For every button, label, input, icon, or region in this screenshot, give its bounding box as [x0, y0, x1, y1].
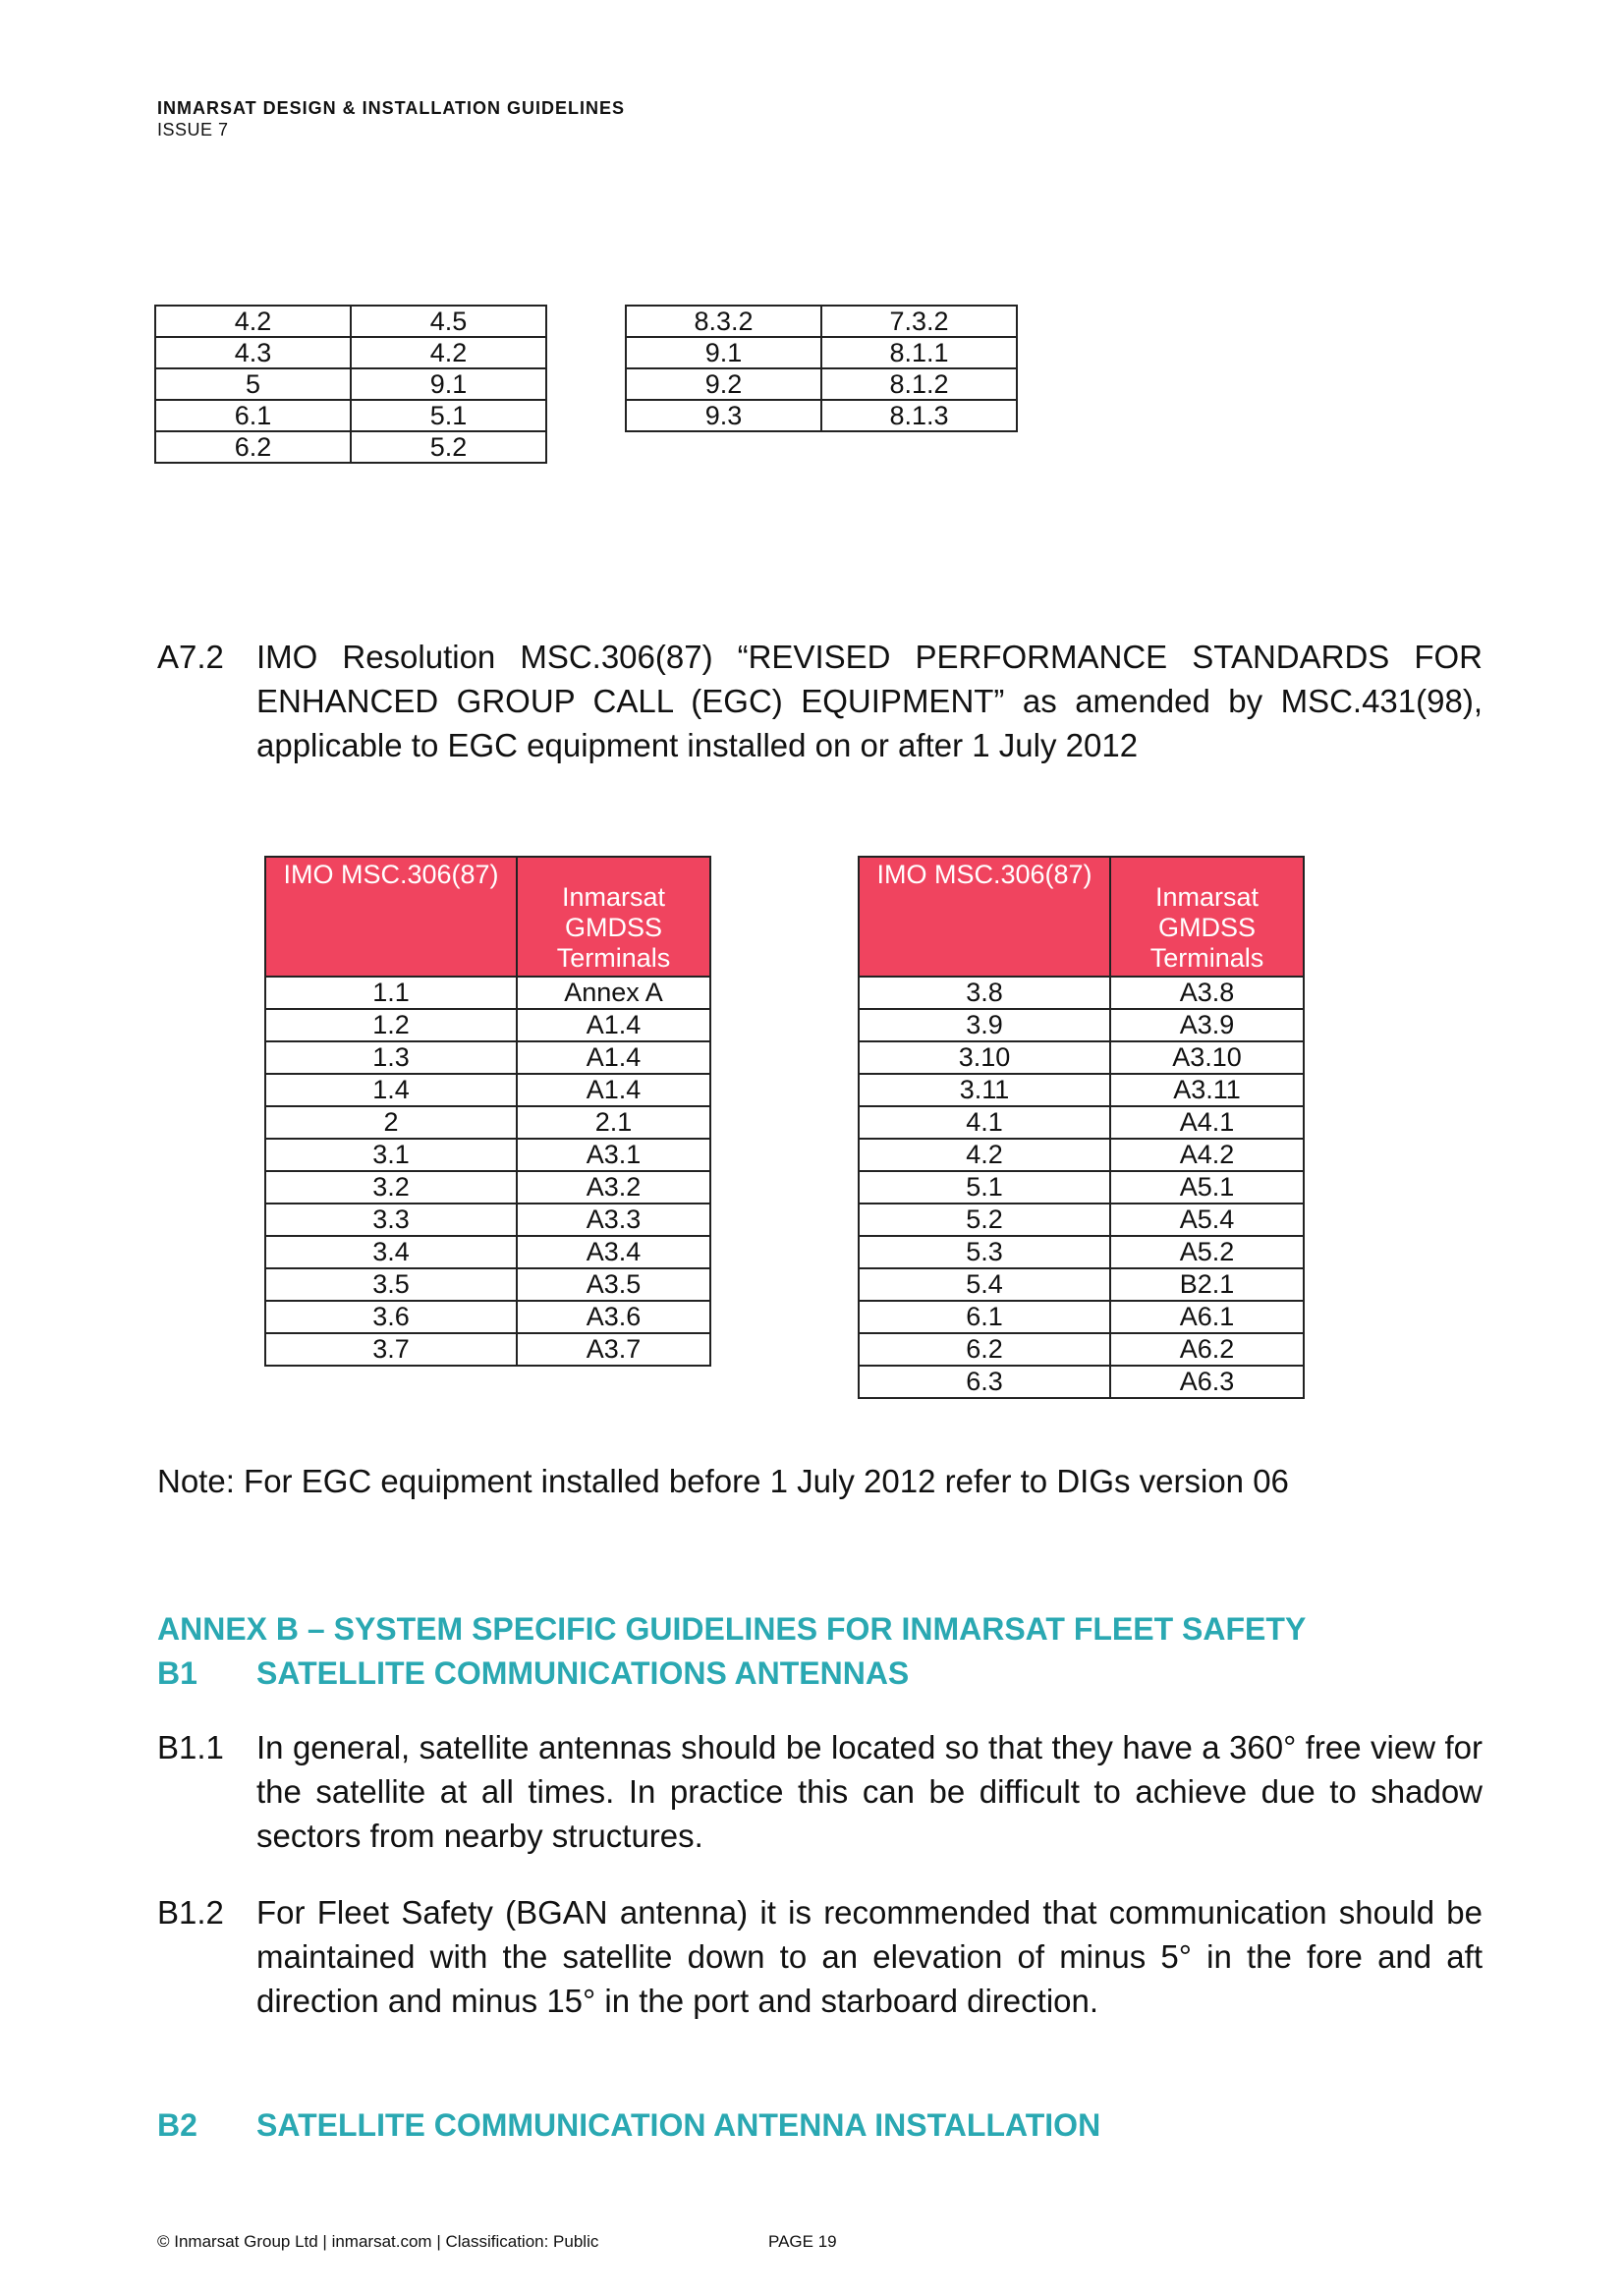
table-row [859, 1074, 1304, 1106]
table-cell-mapped: B2.1 [1110, 1268, 1304, 1301]
b12-number: B1.2 [157, 1894, 224, 1931]
table-cell-mapped: A1.4 [517, 1074, 710, 1106]
table-cell-ref: 1.4 [265, 1074, 517, 1106]
table-cell-mapped: 4.2 [351, 337, 546, 368]
table-cell-ref: 6.1 [859, 1301, 1110, 1333]
table-row [155, 400, 546, 431]
table-cell-ref: 1.3 [265, 1041, 517, 1074]
table-cell-mapped: A3.6 [517, 1301, 710, 1333]
table-cell-mapped: A3.4 [517, 1236, 710, 1268]
table-row [859, 1139, 1304, 1171]
table-cell-ref: 4.2 [155, 306, 351, 337]
table-cell-ref: 4.2 [859, 1139, 1110, 1171]
table-cell-mapped: A3.1 [517, 1139, 710, 1171]
table-row [626, 368, 1017, 400]
table-cell-ref: 3.1 [265, 1139, 517, 1171]
table-cell-mapped: A3.3 [517, 1204, 710, 1236]
column-header-inmarsat: Inmarsat GMDSS Terminals [517, 857, 710, 977]
table-cell-ref: 4.1 [859, 1106, 1110, 1139]
table-cell-mapped: A5.4 [1110, 1204, 1304, 1236]
table-row [265, 1204, 710, 1236]
b1-title: SATELLITE COMMUNICATIONS ANTENNAS [256, 1655, 910, 1691]
table-cell-mapped: 2.1 [517, 1106, 710, 1139]
table-cell-ref: 5.4 [859, 1268, 1110, 1301]
table-row [155, 431, 546, 463]
table-cell-mapped: A3.9 [1110, 1009, 1304, 1041]
table-cell-mapped: 7.3.2 [821, 306, 1017, 337]
table-cell-mapped: A5.1 [1110, 1171, 1304, 1204]
table-row [859, 1106, 1304, 1139]
table-row [626, 306, 1017, 337]
table-cell-ref: 6.3 [859, 1366, 1110, 1398]
table-cell-ref: 9.3 [626, 400, 821, 431]
document-issue: ISSUE 7 [157, 120, 229, 140]
egc-right-table [858, 856, 1305, 1399]
table-row [265, 1171, 710, 1204]
table-row [265, 1009, 710, 1041]
table-row [265, 977, 710, 1009]
table-row [859, 977, 1304, 1009]
table-cell-mapped: 8.1.2 [821, 368, 1017, 400]
table-cell-mapped: A3.8 [1110, 977, 1304, 1009]
b11-text: In general, satellite antennas should be located so that they have a 360° free view for the satellite at all times. In practice this can be difficult to achieve due to shadow sectors from nearby structures. [256, 1729, 1483, 1854]
annex-b-title: ANNEX B – SYSTEM SPECIFIC GUIDELINES FOR INMARSAT FLEET SAFETY [157, 1611, 1307, 1647]
table-cell-mapped: A6.1 [1110, 1301, 1304, 1333]
table-cell-ref: 8.3.2 [626, 306, 821, 337]
table-row [859, 1009, 1304, 1041]
table-cell-mapped: A5.2 [1110, 1236, 1304, 1268]
table-cell-mapped: 5.2 [351, 431, 546, 463]
table-header-row [265, 857, 710, 977]
column-header-imo: IMO MSC.306(87) [859, 857, 1110, 977]
table-cell-ref: 5.1 [859, 1171, 1110, 1204]
table-cell-ref: 6.2 [859, 1333, 1110, 1366]
table-cell-ref: 5.2 [859, 1204, 1110, 1236]
table-cell-mapped: A1.4 [517, 1041, 710, 1074]
table-row [626, 400, 1017, 431]
table-row [265, 1301, 710, 1333]
table-cell-ref: 2 [265, 1106, 517, 1139]
table-cell-mapped: 9.1 [351, 368, 546, 400]
table-cell-mapped: 5.1 [351, 400, 546, 431]
table-cell-mapped: A6.3 [1110, 1366, 1304, 1398]
table-row [859, 1204, 1304, 1236]
table-cell-mapped: A4.2 [1110, 1139, 1304, 1171]
footer-copyright: © Inmarsat Group Ltd | inmarsat.com | Classification: Public [157, 2232, 599, 2251]
table-cell-ref: 3.3 [265, 1204, 517, 1236]
column-header-imo: IMO MSC.306(87) [265, 857, 517, 977]
table-row [859, 1366, 1304, 1398]
table-row [265, 1106, 710, 1139]
table-row [859, 1301, 1304, 1333]
section-a72-number: A7.2 [157, 639, 224, 675]
table-row [265, 1268, 710, 1301]
document-header-title: INMARSAT DESIGN & INSTALLATION GUIDELINES [157, 98, 625, 118]
egc-left-table [264, 856, 711, 1367]
table-cell-ref: 6.2 [155, 431, 351, 463]
section-a72-text: IMO Resolution MSC.306(87) “REVISED PERFORMANCE STANDARDS FOR ENHANCED GROUP CALL (EGC) EQUIPMENT” as amended by MSC.431(98), applicable to EGC equipment installed on or after 1 July 2012 [256, 639, 1483, 763]
table-row [265, 1074, 710, 1106]
table-cell-ref: 1.2 [265, 1009, 517, 1041]
table-cell-ref: 3.2 [265, 1171, 517, 1204]
table-header-row [859, 857, 1304, 977]
table-cell-ref: 3.8 [859, 977, 1110, 1009]
table-row [859, 1041, 1304, 1074]
table-row [859, 1171, 1304, 1204]
table-row [265, 1236, 710, 1268]
b12-text: For Fleet Safety (BGAN antenna) it is recommended that communication should be maintained with the satellite down to an elevation of minus 5° in the fore and aft direction and minus 15° in the port and starboard direction. [256, 1894, 1483, 2019]
egc-note: Note: For EGC equipment installed before 1 July 2012 refer to DIGs version 06 [157, 1463, 1289, 1499]
table-cell-mapped: A1.4 [517, 1009, 710, 1041]
b11-number: B1.1 [157, 1729, 224, 1765]
table-cell-mapped: 4.5 [351, 306, 546, 337]
table-row [626, 337, 1017, 368]
column-header-inmarsat: Inmarsat GMDSS Terminals [1110, 857, 1304, 977]
table-cell-mapped: A3.11 [1110, 1074, 1304, 1106]
table-row [155, 306, 546, 337]
table-cell-ref: 3.11 [859, 1074, 1110, 1106]
b2-title: SATELLITE COMMUNICATION ANTENNA INSTALLATION [256, 2107, 1101, 2143]
table-row [265, 1333, 710, 1366]
table-cell-mapped: A3.7 [517, 1333, 710, 1366]
table-cell-ref: 9.2 [626, 368, 821, 400]
table-cell-mapped: 8.1.1 [821, 337, 1017, 368]
table-cell-ref: 1.1 [265, 977, 517, 1009]
table-cell-mapped: A3.5 [517, 1268, 710, 1301]
table-cell-mapped: A3.10 [1110, 1041, 1304, 1074]
table-cell-ref: 5.3 [859, 1236, 1110, 1268]
table-cell-mapped: A4.1 [1110, 1106, 1304, 1139]
table-cell-ref: 3.6 [265, 1301, 517, 1333]
footer-page-number: PAGE 19 [768, 2232, 837, 2251]
table-row [155, 368, 546, 400]
table-cell-ref: 3.10 [859, 1041, 1110, 1074]
table-cell-mapped: Annex A [517, 977, 710, 1009]
table-cell-ref: 9.1 [626, 337, 821, 368]
top-left-table [154, 305, 547, 464]
table-cell-ref: 3.5 [265, 1268, 517, 1301]
table-cell-mapped: 8.1.3 [821, 400, 1017, 431]
table-cell-ref: 3.4 [265, 1236, 517, 1268]
table-row [265, 1041, 710, 1074]
table-cell-ref: 6.1 [155, 400, 351, 431]
table-row [859, 1333, 1304, 1366]
table-cell-ref: 4.3 [155, 337, 351, 368]
table-row [859, 1268, 1304, 1301]
table-row [155, 337, 546, 368]
table-cell-ref: 3.7 [265, 1333, 517, 1366]
table-cell-mapped: A6.2 [1110, 1333, 1304, 1366]
b2-number: B2 [157, 2107, 197, 2143]
table-cell-ref: 3.9 [859, 1009, 1110, 1041]
table-row [859, 1236, 1304, 1268]
top-right-table [625, 305, 1018, 432]
table-row [265, 1139, 710, 1171]
table-cell-mapped: A3.2 [517, 1171, 710, 1204]
b1-number: B1 [157, 1655, 197, 1691]
table-cell-ref: 5 [155, 368, 351, 400]
